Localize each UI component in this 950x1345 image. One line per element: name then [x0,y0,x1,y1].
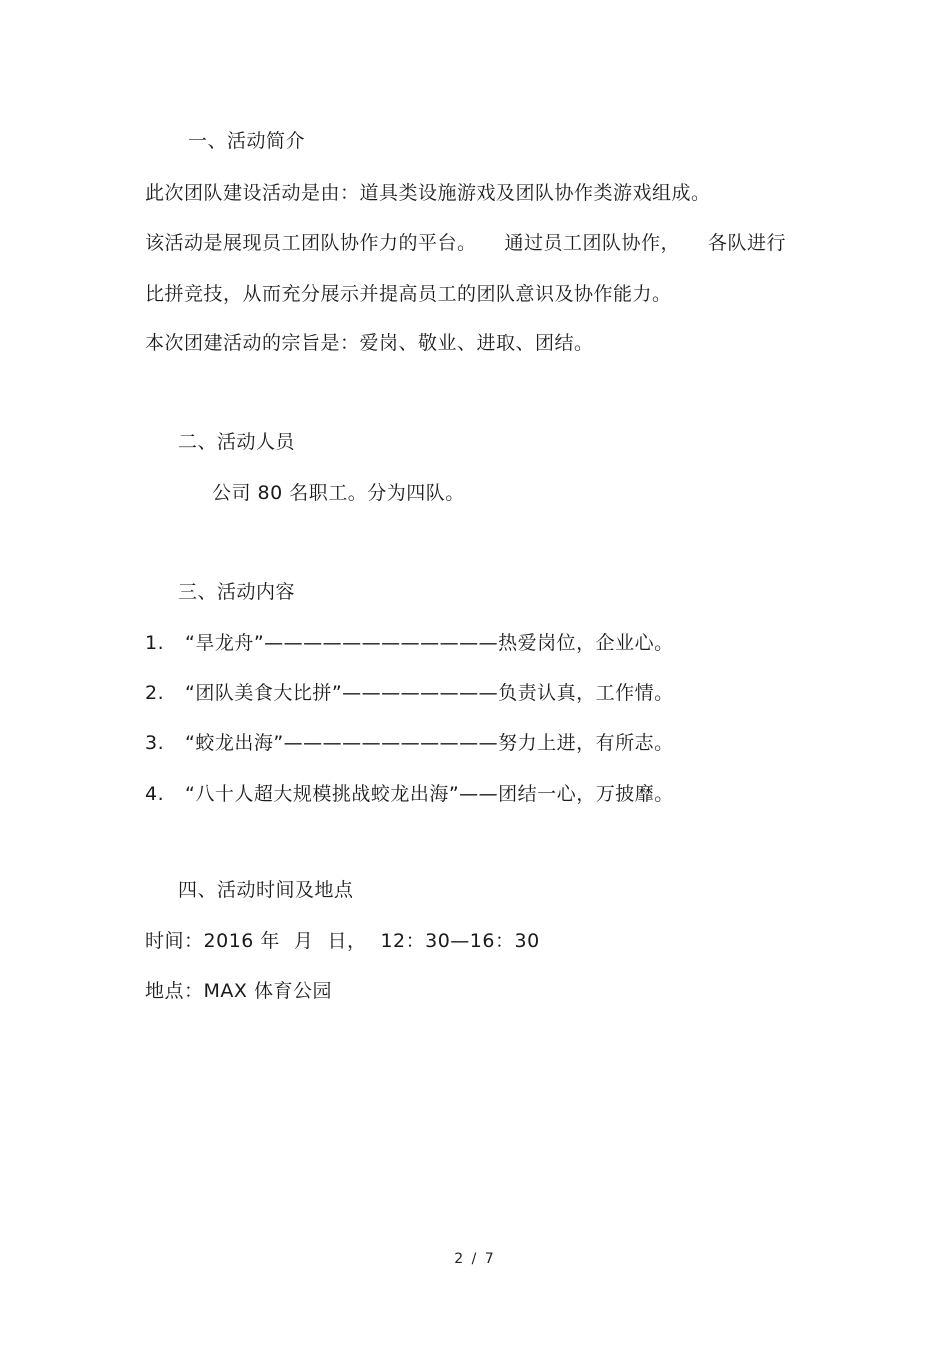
list-item [145,681,674,705]
list-item [145,631,674,655]
list-text: “蛟龙出海”———————————努力上进，有所志。 [185,732,674,754]
time-range: 12：30—16：30 [380,930,540,952]
list-item [145,731,674,755]
paragraph-line: 本次团建活动的宗旨是：爱岗、敬业、进取、团结。 [145,332,594,354]
time-label: 时间： [145,930,204,952]
section-heading-intro: 一、活动简介 [188,130,306,152]
list-number: 3. [145,732,165,754]
paragraph-fragment: 通过员工团队协作， [504,232,681,254]
time-day: 日， [327,930,367,952]
paragraph-line: 公司 80 名职工。分为四队。 [212,482,465,504]
paragraph-line [145,231,786,255]
list-text: “八十人超大规模挑战蛟龙出海”——团结一心，万披靡。 [185,783,674,805]
page-number: 2 / 7 [454,1251,496,1267]
time-year: 2016 年 [203,930,280,952]
place-value: MAX 体育公园 [203,980,332,1002]
list-item [145,782,674,806]
time-month: 月 [293,930,314,952]
list-text: “旱龙舟”————————————热爱岗位，企业心。 [185,632,674,654]
list-number: 4. [145,783,165,805]
place-line [145,979,332,1003]
paragraph-fragment: 该活动是展现员工团队协作力的平台。 [145,232,477,254]
place-label: 地点： [145,980,204,1002]
list-number: 1. [145,632,165,654]
time-line [145,929,540,953]
paragraph-fragment: 各队进行 [708,232,787,254]
section-heading-time-place: 四、活动时间及地点 [178,879,354,901]
list-text: “团队美食大比拼”————————负责认真，工作情。 [185,682,674,704]
paragraph-line: 此次团队建设活动是由：道具类设施游戏及团队协作类游戏组成。 [145,182,711,204]
section-heading-content: 三、活动内容 [178,581,296,603]
list-number: 2. [145,682,165,704]
section-heading-staff: 二、活动人员 [178,431,296,453]
paragraph-line: 比拼竞技，从而充分展示并提高员工的团队意识及协作能力。 [145,283,672,305]
